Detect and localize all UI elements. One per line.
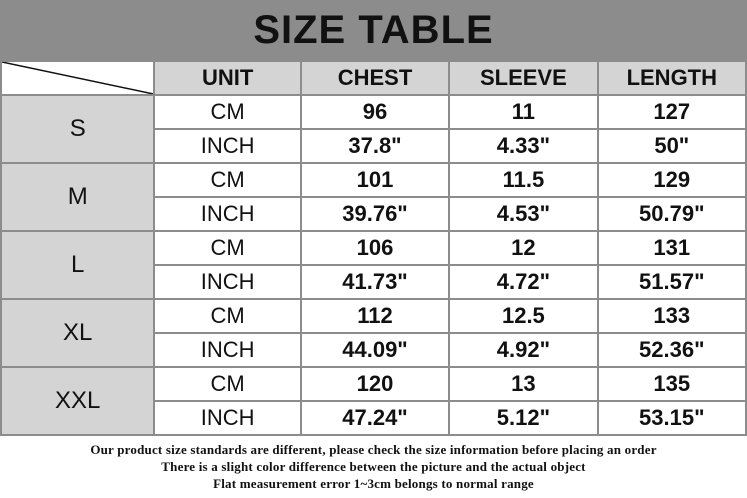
sleeve-cm-m: 11.5	[449, 163, 597, 197]
chest-cm-l: 106	[301, 231, 449, 265]
size-label-l: L	[1, 231, 154, 299]
sleeve-inch-l: 4.72"	[449, 265, 597, 299]
unit-inch: INCH	[154, 265, 300, 299]
size-table	[0, 60, 747, 436]
sleeve-cm-xxl: 13	[449, 367, 597, 401]
size-label-s: S	[1, 95, 154, 163]
sleeve-inch-s: 4.33"	[449, 129, 597, 163]
diagonal-corner-icon	[1, 61, 154, 95]
chest-inch-xxl: 47.24"	[301, 401, 449, 435]
column-header-unit: UNIT	[154, 61, 300, 95]
unit-cm: CM	[154, 367, 300, 401]
table-row	[1, 95, 746, 129]
table-row	[1, 231, 746, 265]
sleeve-cm-xl: 12.5	[449, 299, 597, 333]
sleeve-inch-xxl: 5.12"	[449, 401, 597, 435]
table-row	[1, 367, 746, 401]
unit-cm: CM	[154, 231, 300, 265]
length-inch-l: 51.57"	[598, 265, 746, 299]
footer-notes	[0, 436, 747, 498]
sleeve-cm-s: 11	[449, 95, 597, 129]
length-cm-m: 129	[598, 163, 746, 197]
table-row	[1, 299, 746, 333]
length-inch-s: 50"	[598, 129, 746, 163]
length-cm-s: 127	[598, 95, 746, 129]
footer-note-1: Our product size standards are different, please check the size information before placing an order	[90, 442, 657, 457]
size-label-xxl: XXL	[1, 367, 154, 435]
unit-inch: INCH	[154, 197, 300, 231]
length-inch-xl: 52.36"	[598, 333, 746, 367]
column-header-sleeve: SLEEVE	[449, 61, 597, 95]
chest-inch-m: 39.76"	[301, 197, 449, 231]
column-header-chest: CHEST	[301, 61, 449, 95]
chest-cm-xxl: 120	[301, 367, 449, 401]
sleeve-inch-m: 4.53"	[449, 197, 597, 231]
unit-cm: CM	[154, 95, 300, 129]
length-cm-l: 131	[598, 231, 746, 265]
unit-cm: CM	[154, 299, 300, 333]
column-header-length: LENGTH	[598, 61, 746, 95]
size-label-xl: XL	[1, 299, 154, 367]
footer-note-3: Flat measurement error 1~3cm belongs to normal range	[213, 476, 534, 491]
chest-cm-m: 101	[301, 163, 449, 197]
title-bar	[0, 0, 747, 60]
chest-inch-s: 37.8"	[301, 129, 449, 163]
length-inch-m: 50.79"	[598, 197, 746, 231]
table-header-row	[1, 61, 746, 95]
table-row	[1, 163, 746, 197]
unit-inch: INCH	[154, 401, 300, 435]
sleeve-inch-xl: 4.92"	[449, 333, 597, 367]
sleeve-cm-l: 12	[449, 231, 597, 265]
chest-inch-l: 41.73"	[301, 265, 449, 299]
length-cm-xxl: 135	[598, 367, 746, 401]
chest-cm-xl: 112	[301, 299, 449, 333]
chest-cm-s: 96	[301, 95, 449, 129]
unit-inch: INCH	[154, 129, 300, 163]
size-label-m: M	[1, 163, 154, 231]
length-inch-xxl: 53.15"	[598, 401, 746, 435]
chest-inch-xl: 44.09"	[301, 333, 449, 367]
unit-inch: INCH	[154, 333, 300, 367]
unit-cm: CM	[154, 163, 300, 197]
footer-note-2: There is a slight color difference between the picture and the actual object	[161, 459, 586, 474]
length-cm-xl: 133	[598, 299, 746, 333]
page-title: SIZE TABLE	[253, 7, 494, 52]
